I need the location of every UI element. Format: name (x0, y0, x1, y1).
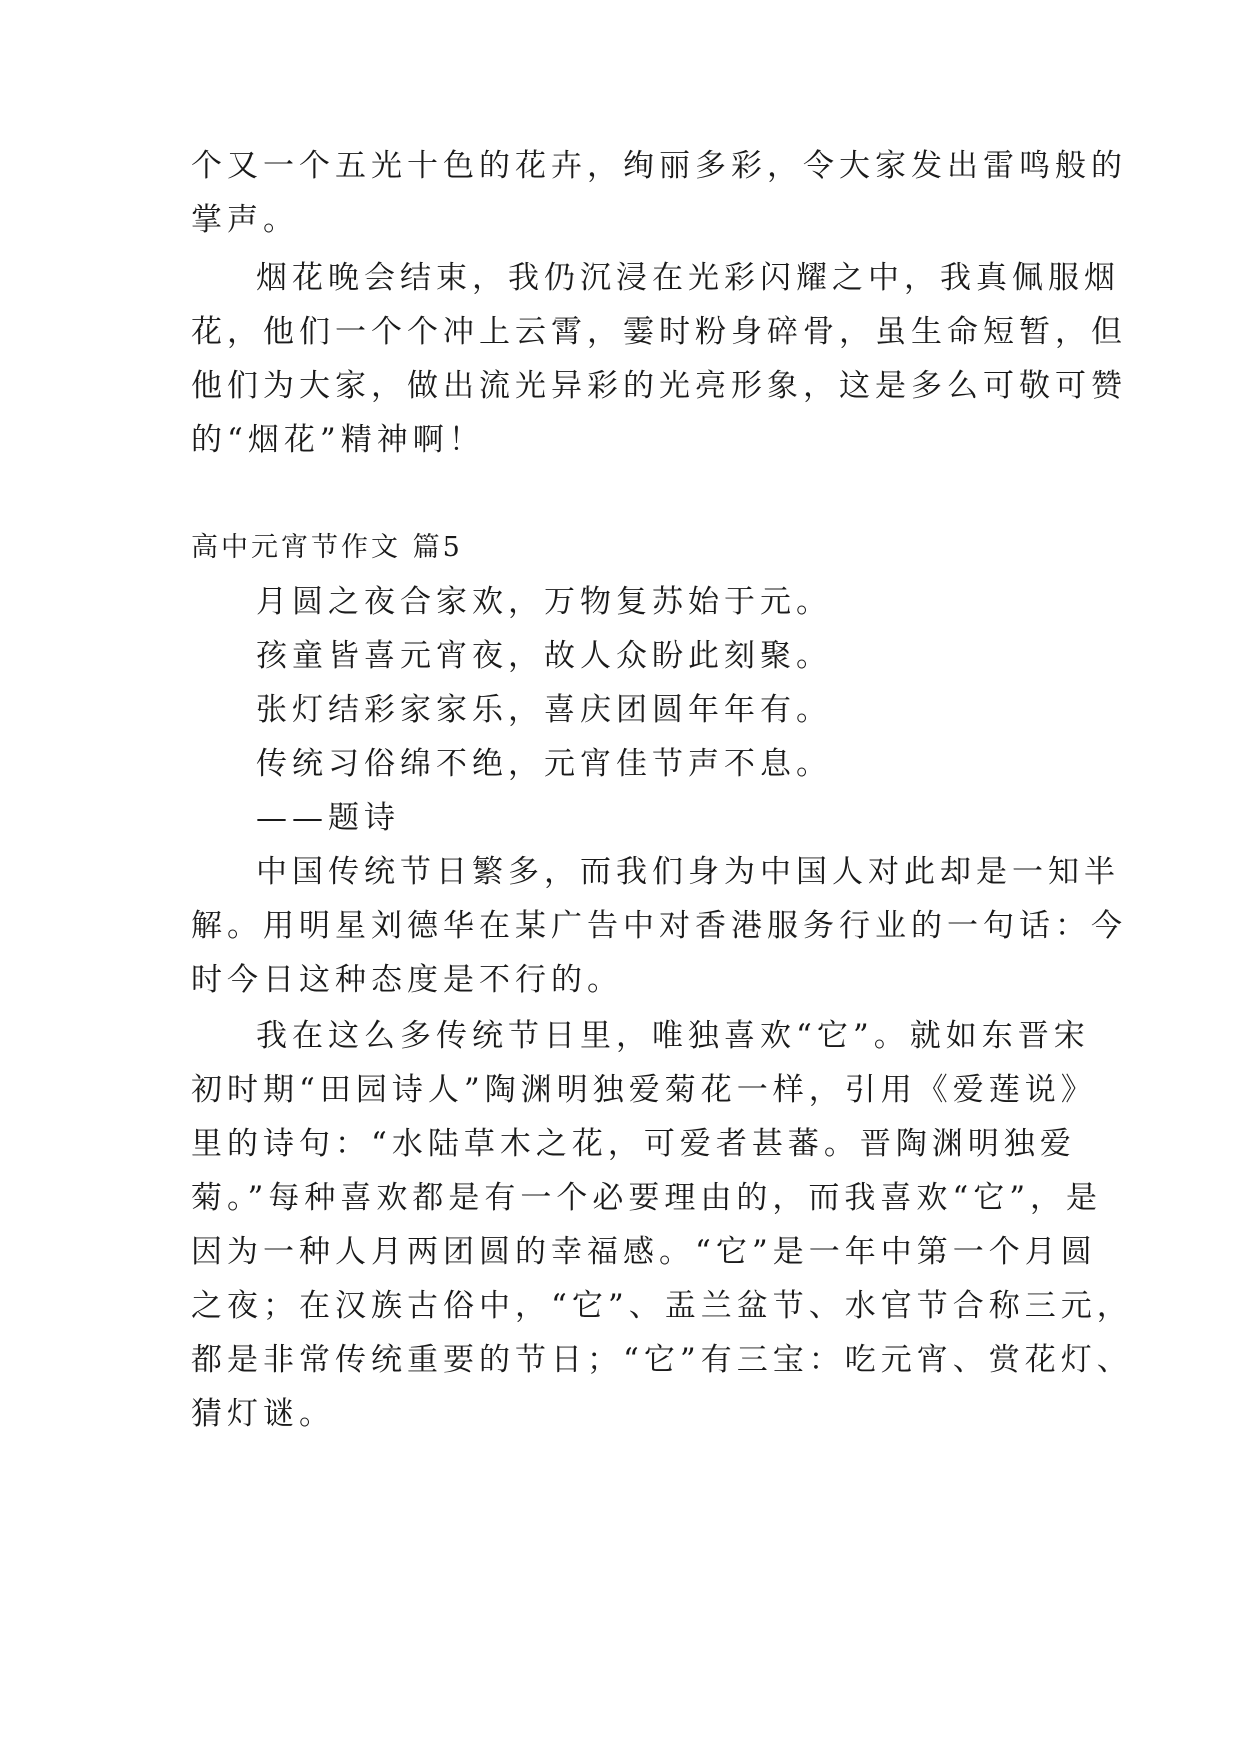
paragraph2-line-8: 猜灯谜。 (191, 1396, 335, 1432)
paragraph2-line-5: 因为一种人月两团圆的幸福感。“它”是一年中第一个月圆 (191, 1234, 1097, 1270)
paragraph2-line-3: 里的诗句：“水陆草木之花，可爱者甚蕃。晋陶渊明独爱 (191, 1126, 1076, 1162)
poem-line-2: 孩童皆喜元宵夜，故人众盼此刻聚。 (256, 638, 832, 674)
closing-paragraph-line-1: 烟花晚会结束，我仍沉浸在光彩闪耀之中，我真佩服烟 (256, 260, 1120, 296)
paragraph2-line-4: 菊。”每种喜欢都是有一个必要理由的，而我喜欢“它”，是 (191, 1180, 1103, 1216)
paragraph2-line-7: 都是非常传统重要的节日；“它”有三宝：吃元宵、赏花灯、 (191, 1342, 1133, 1378)
poem-line-1: 月圆之夜合家欢，万物复苏始于元。 (256, 584, 832, 620)
continuation-line-2: 掌声。 (191, 202, 299, 238)
paragraph1-line-2: 解。用明星刘德华在某广告中对香港服务行业的一句话：今 (191, 908, 1127, 944)
closing-paragraph-line-4: 的“烟花”精神啊！ (191, 422, 485, 458)
section-title: 高中元宵节作文 篇5 (191, 532, 463, 563)
paragraph1-line-3: 时今日这种态度是不行的。 (191, 962, 623, 998)
paragraph2-line-6: 之夜；在汉族古俗中，“它”、盂兰盆节、水官节合称三元， (191, 1288, 1133, 1324)
poem-line-3: 张灯结彩家家乐，喜庆团圆年年有。 (256, 692, 832, 728)
poem-attribution: ——题诗 (256, 800, 400, 836)
poem-line-4: 传统习俗绵不绝，元宵佳节声不息。 (256, 746, 832, 782)
closing-paragraph-line-2: 花，他们一个个冲上云霄，霎时粉身碎骨，虽生命短暂，但 (191, 314, 1127, 350)
paragraph2-line-2: 初时期“田园诗人”陶渊明独爱菊花一样，引用《爱莲说》 (191, 1072, 1097, 1108)
paragraph1-line-1: 中国传统节日繁多，而我们身为中国人对此却是一知半 (256, 854, 1120, 890)
paragraph2-line-1: 我在这么多传统节日里，唯独喜欢“它”。就如东晋宋 (256, 1018, 1090, 1054)
continuation-line-1: 个又一个五光十色的花卉，绚丽多彩，令大家发出雷鸣般的 (191, 148, 1127, 184)
closing-paragraph-line-3: 他们为大家，做出流光异彩的光亮形象，这是多么可敬可赞 (191, 368, 1127, 404)
